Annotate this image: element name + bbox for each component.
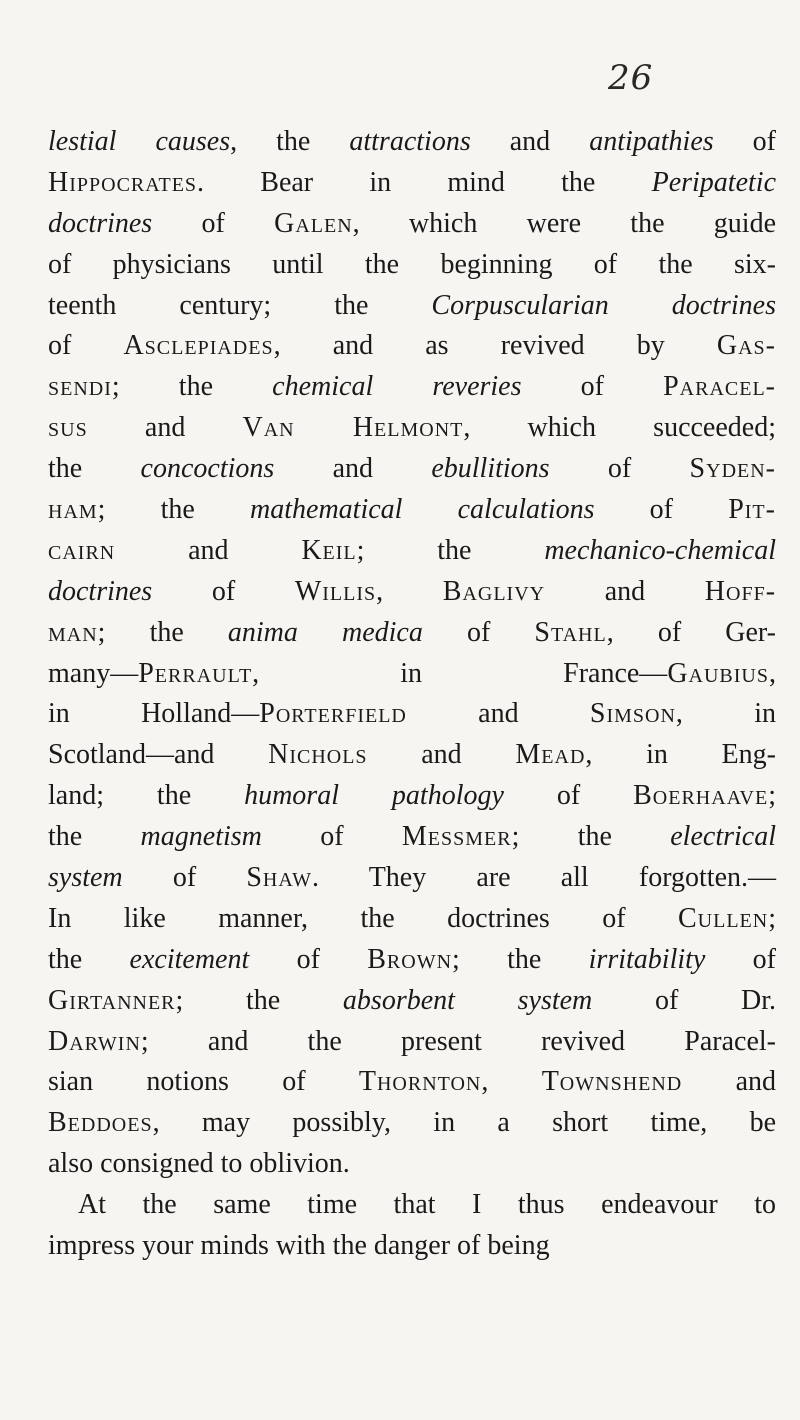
text-run: of — [48, 330, 124, 362]
author-name: Beddoes — [48, 1107, 153, 1139]
text-run: , in — [675, 698, 776, 730]
author-name: Gaubius — [667, 657, 769, 689]
text-run: in Holland— — [48, 698, 260, 730]
paragraph-1-line — [48, 326, 776, 367]
text-run: teenth century; the — [48, 289, 432, 321]
paragraph-1-line — [48, 408, 776, 449]
text-run: ; the — [97, 616, 228, 648]
paragraph-1-line — [48, 449, 776, 490]
paragraph-2-line — [48, 1226, 776, 1267]
text-run: impress your minds with the danger of being — [48, 1230, 550, 1262]
text-run: ; the — [356, 534, 545, 566]
author-name: Thornton — [358, 1066, 482, 1098]
author-name: Shaw — [246, 862, 313, 894]
paragraph-1-line — [48, 367, 776, 408]
author-name: Willis — [294, 575, 377, 607]
author-name: Brown — [367, 943, 453, 975]
author-name: Porterfield — [259, 698, 407, 730]
text-run: of — [152, 575, 295, 607]
italic-term: antipathies — [589, 126, 714, 157]
italic-term: lestial causes — [48, 126, 231, 157]
paragraph-1-line — [48, 572, 776, 613]
author-name: man — [48, 616, 98, 648]
paragraph-1-line — [48, 1062, 776, 1103]
text-run: ; and the present revived Paracel- — [140, 1025, 776, 1057]
author-name: Boerhaave — [633, 780, 769, 812]
text-run: the — [48, 943, 130, 975]
text-run: and — [406, 698, 590, 730]
author-name: Simson — [589, 698, 676, 730]
paragraph-1-line — [48, 163, 776, 204]
italic-term: absorbent system — [342, 984, 593, 1016]
paragraph-1-line — [48, 531, 776, 572]
italic-term: humoral pathology — [244, 780, 504, 812]
paragraph-1-line — [48, 1022, 776, 1063]
text-run: . Bear in mind the — [197, 166, 652, 198]
paragraph-1-line — [48, 858, 776, 899]
paragraph-1-line — [48, 245, 776, 286]
italic-term: attractions — [349, 126, 471, 157]
author-name: Hoff- — [704, 575, 777, 607]
author-name: Townshend — [541, 1066, 683, 1098]
text-run: of — [249, 943, 368, 975]
text-run: of — [422, 616, 535, 648]
page-number: 26 — [608, 58, 654, 98]
author-name: Cullen — [678, 902, 769, 934]
author-name: Gas- — [716, 330, 777, 362]
text-run: , — [769, 657, 776, 689]
italic-term: ebullitions — [431, 453, 550, 485]
italic-term: mathematical calculations — [250, 494, 595, 526]
italic-term: mechanico-chemical — [544, 534, 776, 566]
text-run: ; the — [175, 984, 343, 1016]
text-run: of — [122, 862, 247, 894]
text-run: and — [470, 126, 590, 157]
author-name: Van Helmont — [242, 412, 464, 444]
text-run: of — [521, 371, 664, 403]
text-run: , — [481, 1066, 542, 1098]
text-run: of physicians until the beginning of the six- — [48, 248, 776, 280]
text-run: and — [87, 412, 243, 444]
text-run: At the same time that I thus endeavour to — [78, 1189, 776, 1221]
paragraph-1-line — [48, 613, 776, 654]
text-run: many— — [48, 657, 139, 689]
text-run: , may possibly, in a short time, be — [152, 1107, 776, 1139]
author-name: ham — [48, 494, 98, 526]
text-run: ; the — [452, 943, 589, 975]
paragraph-1-line — [48, 204, 776, 245]
text-run: , the — [230, 126, 350, 157]
text-run: , of Ger- — [606, 616, 777, 648]
paragraph-1-line — [48, 899, 776, 940]
text-run: and — [682, 1066, 776, 1098]
author-name: cairn — [48, 534, 116, 566]
author-name: Galen — [274, 207, 353, 239]
text-run: of — [261, 821, 402, 853]
text-run: of — [594, 494, 729, 526]
text-run: ; — [768, 902, 776, 934]
text-run: of — [549, 453, 690, 485]
author-name: Baglivy — [442, 575, 546, 607]
text-run: , which succeeded; — [463, 412, 776, 444]
text-run: the — [48, 821, 141, 853]
italic-term: electrical — [670, 821, 776, 853]
text-run: , and as revived by — [273, 330, 717, 362]
text-run: ; the — [511, 821, 671, 853]
text-run: and — [367, 739, 516, 771]
text-run: ; the — [111, 371, 273, 403]
italic-term: Peripatetic — [651, 166, 776, 198]
author-name: Messmer — [401, 821, 512, 853]
author-name: sus — [48, 412, 88, 444]
text-run: of — [152, 207, 275, 239]
text-run: land; the — [48, 780, 245, 812]
paragraph-1-line — [48, 735, 776, 776]
paragraph-1-line — [48, 490, 776, 531]
paragraph-1-line — [48, 286, 776, 327]
text-run: and — [545, 575, 705, 607]
paragraph-1-line — [48, 981, 776, 1022]
text-run: and — [115, 534, 302, 566]
author-name: sendi — [48, 371, 112, 403]
text-run: and — [274, 453, 432, 485]
italic-term: doctrines — [48, 575, 153, 607]
text-run: , in Eng- — [585, 739, 776, 771]
italic-term: system — [48, 862, 123, 894]
italic-term: Corpuscularian doctrines — [431, 289, 776, 321]
text-run: , — [376, 575, 443, 607]
paragraph-1-line — [48, 776, 776, 817]
author-name: Darwin — [48, 1025, 141, 1057]
text-run: sian notions of — [48, 1066, 359, 1098]
text-run: of — [503, 780, 634, 812]
body-text — [48, 122, 776, 1267]
author-name: Girtanner — [48, 984, 176, 1016]
author-name: Paracel- — [663, 371, 776, 403]
paragraph-1-line — [48, 1103, 776, 1144]
text-run: In like manner, the doctrines of — [48, 902, 678, 934]
text-run: also consigned to oblivion. — [48, 1148, 350, 1180]
author-name: Keil — [301, 534, 357, 566]
text-run: of Dr. — [592, 984, 776, 1016]
paragraph-1-line — [48, 940, 776, 981]
author-name: Nichols — [268, 739, 368, 771]
author-name: Mead — [515, 739, 586, 771]
author-name: Syden- — [689, 453, 776, 485]
paragraph-1-line — [48, 1144, 776, 1185]
author-name: Stahl — [534, 616, 607, 648]
text-run: . They are all forgotten.— — [312, 862, 777, 894]
italic-term: anima medica — [227, 616, 423, 648]
paragraph-1-line — [48, 694, 776, 735]
text-run: of — [713, 126, 777, 157]
text-run: , in France— — [252, 657, 668, 689]
text-run: ; — [768, 780, 776, 812]
paragraph-1-line — [48, 654, 776, 695]
author-name: Asclepiades — [123, 330, 274, 362]
paragraph-1-line — [48, 817, 776, 858]
text-run: of — [705, 943, 776, 975]
italic-term: excitement — [129, 943, 250, 975]
italic-term: magnetism — [140, 821, 262, 853]
text-run: , which were the guide — [352, 207, 777, 239]
italic-term: doctrines — [48, 207, 153, 239]
author-name: Hippocrates — [48, 166, 198, 198]
author-name: Perrault — [138, 657, 253, 689]
text-run: the — [48, 453, 141, 485]
text-run: Scotland—and — [48, 739, 269, 771]
paragraph-2-line — [48, 1185, 776, 1226]
italic-term: irritability — [588, 943, 706, 975]
italic-term: concoctions — [140, 453, 275, 485]
text-run: ; the — [97, 494, 251, 526]
italic-term: chemical reveries — [272, 371, 522, 403]
paragraph-1-line — [48, 122, 776, 163]
author-name: Pit- — [728, 494, 776, 526]
